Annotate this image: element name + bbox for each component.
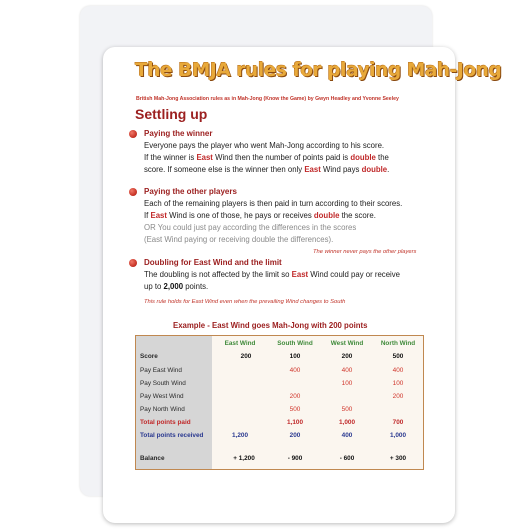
example-title: Example - East Wind goes Mah-Jong with 200 points: [173, 321, 368, 330]
table-cell: 500: [289, 406, 301, 413]
table-cell: 400: [341, 432, 353, 439]
item-line: up to 2,000 points.: [144, 282, 209, 291]
column-header: South Wind: [277, 340, 313, 347]
item-note: This rule holds for East Wind even when the prevailing Wind changes to South: [144, 299, 346, 305]
table-cell: + 300: [389, 455, 407, 462]
table-cell: 200: [240, 353, 252, 360]
row-label: Score: [140, 353, 158, 360]
row-label: Total points received: [140, 432, 204, 439]
table-cell: 400: [341, 367, 353, 374]
card-subtitle: British Mah-Jong Association rules as in Mah-Jong (Know the Game) by Gwyn Headley and Yvonne Seeley: [136, 96, 399, 102]
item-line: If the winner is East Wind then the number of points paid is double the: [144, 153, 389, 162]
table-cell: + 1,200: [233, 455, 255, 462]
table-cell: 200: [341, 353, 353, 360]
table-cell: 700: [392, 419, 404, 426]
table-cell: 1,000: [339, 419, 355, 426]
item-line: Each of the remaining players is then paid in turn according to their scores.: [144, 199, 403, 208]
table-cell: 100: [392, 380, 404, 387]
rules-card: [103, 47, 502, 523]
table-cell: 100: [289, 353, 301, 360]
row-label: Pay West Wind: [140, 393, 184, 400]
settlement-table: [135, 335, 424, 470]
table-cell: 1,200: [232, 432, 248, 439]
table-cell: 200: [392, 393, 404, 400]
column-header: East Wind: [224, 340, 256, 347]
item-heading: Paying the winner: [144, 129, 213, 138]
table-cell: 400: [392, 367, 404, 374]
item-heading: Doubling for East Wind and the limit: [144, 258, 282, 267]
row-label: Pay South Wind: [140, 380, 186, 387]
item-line: score. If someone else is the winner then only East Wind pays double.: [144, 165, 390, 174]
row-label: Pay East Wind: [140, 367, 182, 374]
table-cell: 200: [289, 432, 301, 439]
table-cell: 500: [392, 353, 404, 360]
card-title: The BMJA rules for playing Mah-Jong: [135, 60, 502, 81]
table-cell: 1,100: [287, 419, 303, 426]
item-line: The doubling is not affected by the limit so East Wind could pay or receive: [144, 270, 401, 279]
item-line: Everyone pays the player who went Mah-Jong according to his score.: [144, 141, 385, 150]
table-cell: 400: [289, 367, 301, 374]
table-cell: - 600: [339, 455, 355, 462]
bullet-icon: [129, 188, 137, 196]
table-cell: 1,000: [390, 432, 406, 439]
item-line: OR You could just pay according the differences in the scores: [144, 223, 357, 232]
item-heading: Paying the other players: [144, 187, 237, 196]
table-cell: 100: [341, 380, 353, 387]
column-header: North Wind: [380, 340, 416, 347]
table-cell: 500: [341, 406, 353, 413]
column-header: West Wind: [330, 340, 364, 347]
item-line: (East Wind paying or receiving double the differences).: [144, 235, 334, 244]
row-label: Balance: [140, 455, 165, 462]
row-label: Total points paid: [140, 419, 191, 426]
item-line: If East Wind is one of those, he pays or receives double the score.: [144, 211, 376, 220]
bullet-icon: [129, 130, 137, 138]
table-cell: 200: [289, 393, 301, 400]
item-note: The winner never pays the other players: [313, 249, 417, 255]
table-cell: - 900: [287, 455, 303, 462]
section-heading: Settling up: [135, 106, 208, 122]
bullet-icon: [129, 259, 137, 267]
row-label: Pay North Wind: [140, 406, 185, 413]
